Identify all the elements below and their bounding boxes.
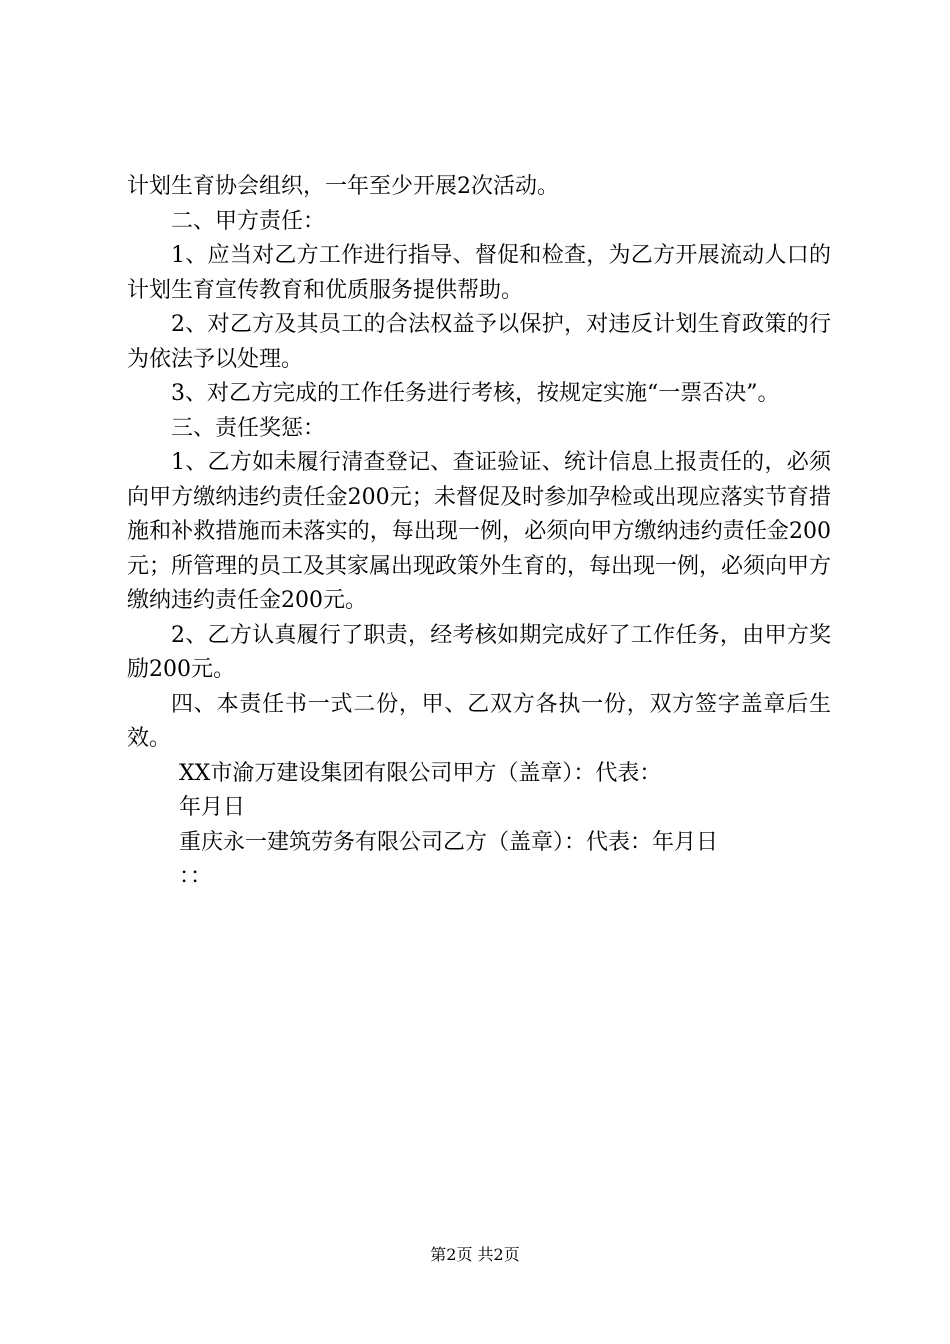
signature-trailing-colons: ：：	[179, 864, 213, 889]
signature-party-a-date: 年月日	[179, 795, 246, 820]
signature-party-a: XX市渝万建设集团有限公司甲方（盖章）：代表：	[179, 760, 662, 786]
paragraph-copies: 四、本责任书一式二份，甲、乙双方各执一份，双方签字盖章后生效。	[127, 691, 831, 751]
paragraph-duty-1: 1、应当对乙方工作进行指导、督促和检查，为乙方开展流动人口的计划生育宣传教育和优质服务提供帮助。	[127, 243, 831, 303]
paragraph-penalty-1: 1、乙方如未履行清查登记、查证验证、统计信息上报责任的，必须向甲方缴纳违约责任金200元；未督促及时参加孕检或出现应落实节育措施和补救措施而未落实的，每出现一例，必须向甲方缴纳违约责任金200元；所管理的员工及其家属出现政策外生育的，每出现一例，必须向甲方缴纳违约责任金200元。	[127, 450, 832, 613]
document-body	[127, 170, 831, 895]
section-heading-rewards-penalties: 三、责任奖惩：	[171, 415, 326, 441]
paragraph-duty-3: 3、对乙方完成的工作任务进行考核，按规定实施“一票否决”。	[171, 381, 780, 406]
paragraph-reward-2: 2、乙方认真履行了职责，经考核如期完成好了工作任务，由甲方奖励200元。	[127, 622, 831, 682]
signature-party-b: 重庆永一建筑劳务有限公司乙方（盖章）：代表：年月日	[179, 829, 719, 855]
page-number-footer: 第2页 共2页	[430, 1245, 520, 1264]
paragraph-duty-2: 2、对乙方及其员工的合法权益予以保护，对违反计划生育政策的行为依法予以处理。	[127, 312, 831, 372]
paragraph-continuation: 计划生育协会组织，一年至少开展2次活动。	[127, 174, 559, 199]
section-heading-party-a-duties: 二、甲方责任：	[171, 208, 326, 234]
